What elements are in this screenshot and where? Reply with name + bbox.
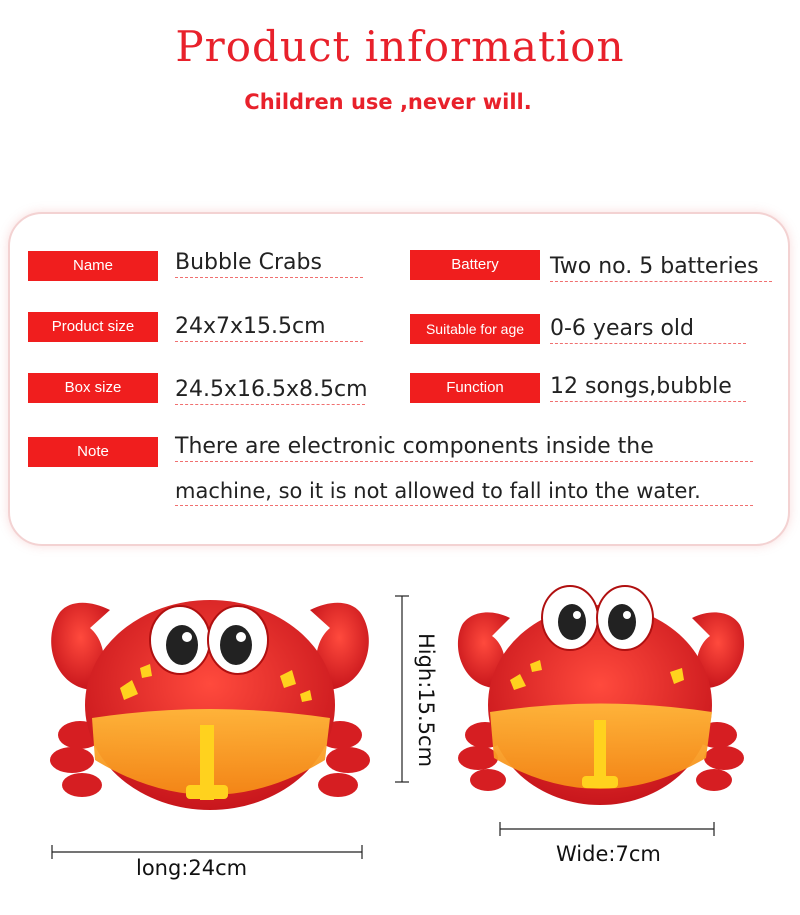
width-dimension-label: Wide:7cm xyxy=(556,842,661,866)
height-dimension-label: High:15.5cm xyxy=(414,632,438,768)
function-label: Function xyxy=(410,373,540,403)
age-value: 0-6 years old xyxy=(550,316,746,344)
note-line-1: There are electronic components inside the xyxy=(175,434,753,462)
product-size-value: 24x7x15.5cm xyxy=(175,314,363,342)
battery-label: Battery xyxy=(410,250,540,280)
battery-value: Two no. 5 batteries xyxy=(550,254,772,282)
product-size-label: Product size xyxy=(28,312,158,342)
function-value: 12 songs,bubble xyxy=(550,374,746,402)
length-dimension-label: long:24cm xyxy=(136,856,248,880)
age-label: Suitable for age xyxy=(410,314,540,344)
note-line-2: machine, so it is not allowed to fall into the water. xyxy=(175,479,753,506)
box-size-value: 24.5x16.5x8.5cm xyxy=(175,377,365,405)
note-label: Note xyxy=(28,437,158,467)
box-size-label: Box size xyxy=(28,373,158,403)
page-subtitle: Children use ,never will. xyxy=(244,90,532,114)
page-title: Product information xyxy=(175,22,625,71)
name-label: Name xyxy=(28,251,158,281)
name-value: Bubble Crabs xyxy=(175,250,363,278)
